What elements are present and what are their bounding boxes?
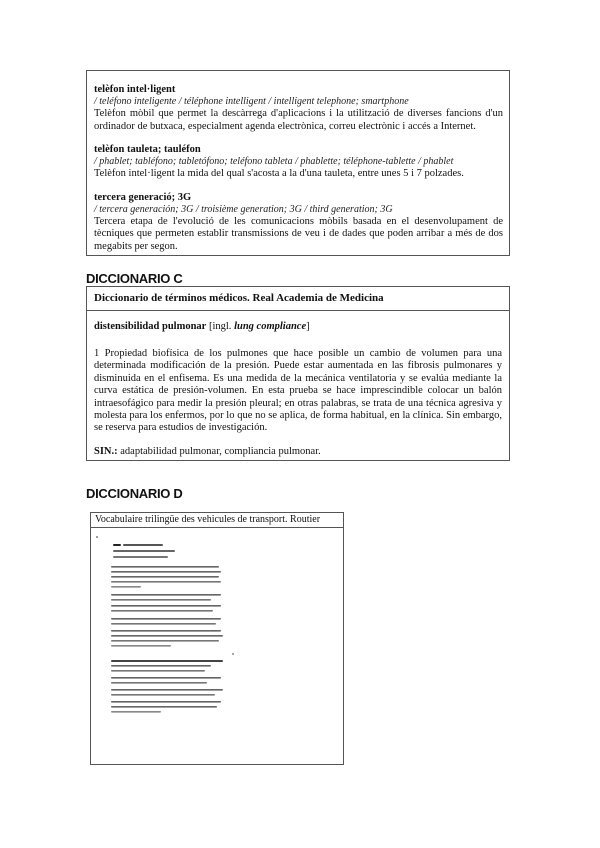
section-title-d: DICCIONARIO D — [86, 486, 183, 501]
entry-definition: Telèfon intel·ligent la mida del qual s'acosta a la d'una tauleta, entre unes 5 i 7 polzades. — [94, 168, 464, 179]
headword-note-open: [ingl. — [206, 321, 235, 332]
scanned-dictionary-image — [91, 528, 343, 764]
dictionary-d-box — [90, 512, 344, 765]
synonyms-text: adaptabilidad pulmonar, compliancia pulmonar. — [117, 445, 321, 457]
headword-english-term: lung compliance — [234, 321, 307, 332]
glossary-entry — [94, 83, 503, 133]
headword: distensibilidad pulmonar — [94, 321, 207, 332]
entry-term: telèfon tauleta; tauléfon — [94, 144, 201, 155]
entry-term: telèfon intel·ligent — [94, 84, 176, 95]
entry-translations: / teléfono inteligente / téléphone intelligent / intelligent telephone; smartphone — [94, 96, 409, 107]
glossary-entry — [94, 191, 503, 254]
definition-paragraph: 1 Propiedad biofísica de los pulmones que hace posible un cambio de volumen para una determinada modificación de la presión. Puede estar aumentada en las fibrosis pulmonares y disminuida en el enfisema. Es una medida de la mecánica ventilatoria y se evalúa mediante la curva estática de presión-volumen. En esta prueba se hace imprescindible colocar un balón intraesofágico para medir la presión pleural; en otras palabras, se trata de una técnica agresiva y molesta para los enfermos, por lo que no se aplica, de forma habitual, en la clínica. Sin embargo, se reserva para estudios de investigación. — [94, 348, 502, 434]
entry-definition: Tercera etapa de l'evolució de les comunicacions mòbils basada en el desenvolupament de tècniques que permeten establir transmissions de veu i de dades que poden arribar a més de dos megabits per segon. — [94, 215, 503, 252]
entry-term: tercera generació; 3G — [94, 191, 192, 203]
entry-translations: / phablet; tabléfono; tabletófono; teléfono tableta / phablette; téléphone-tablette / phablet — [94, 156, 454, 167]
synonyms-label: SIN.: — [94, 445, 118, 457]
entry-definition: Telèfon mòbil que permet la descàrrega d'aplicacions i la utilització de diverses fancions d'un ordinador de butxaca, especialment agenda electrònica, correu electrònic i accés a Internet. — [94, 108, 503, 132]
dictionary-c-box — [86, 286, 510, 461]
synonyms-line — [94, 445, 502, 458]
dictionary-c-header: Diccionario de términos médicos. Real Academia de Medicina — [87, 287, 509, 311]
glossary-entry — [94, 143, 503, 181]
headword-note-close: ] — [306, 321, 310, 332]
dictionary-d-header: Vocabulaire trilingüe des vehicules de transport. Routier — [91, 513, 343, 528]
entry-translations: / tercera generación; 3G / troisième generation; 3G / third generation; 3G — [94, 203, 393, 215]
headword-line — [94, 320, 502, 333]
section-title-c: DICCIONARIO C — [86, 271, 183, 286]
glossary-box — [86, 70, 510, 256]
dictionary-c-body — [87, 311, 509, 458]
